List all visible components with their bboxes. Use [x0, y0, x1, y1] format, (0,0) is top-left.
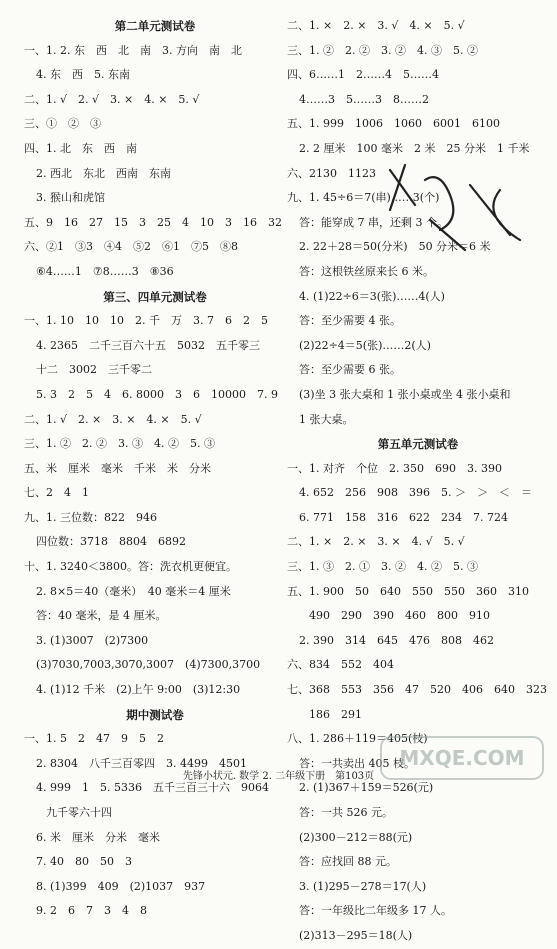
answer-line: 三、1. ② 2. ② 3. ③ 4. ② 5. ③ [24, 437, 215, 451]
answer-line: 2. (1)367＋159＝526(元) [299, 781, 434, 795]
answer-line: 四、1. 北 东 西 南 [24, 141, 137, 155]
answer-line: 五、9 16 27 15 3 25 4 10 3 16 32 [24, 215, 282, 229]
answer-line: 4. 2365 二千三百六十五 5032 五千零三 [36, 338, 260, 352]
answer-line: (2)22÷4＝5(张)……2(人) [299, 338, 431, 352]
answer-line: 4……3 5……3 8……2 [299, 92, 429, 106]
answer-line: (2)313－295＝18(人) [299, 928, 413, 942]
answer-line: 四、6……1 2……4 5……4 [287, 68, 439, 82]
answer-line: 186 291 [309, 707, 362, 721]
answer-line: 十二 3002 三千零二 [36, 363, 152, 377]
answer-line: 3. 猴山和虎馆 [36, 191, 105, 205]
answer-line: 答：能穿成 7 串，还剩 3 个。 [299, 215, 448, 229]
answer-line: 二、1. √ 2. × 3. × 4. × 5. √ [24, 412, 202, 426]
answer-line: 答：至少需要 6 张。 [299, 363, 401, 377]
answer-line: 2. 8×5＝40（毫米） 40 毫米＝4 厘米 [36, 584, 231, 598]
right-column [287, 14, 549, 949]
answer-line: 六、834 552 404 [287, 658, 394, 672]
answer-line: 五、1. 999 1006 1060 6001 6100 [287, 117, 500, 131]
answer-line: 答：应找回 88 元。 [299, 855, 397, 869]
answer-line: 490 290 390 460 800 910 [309, 609, 490, 623]
answer-line: 答：一共 526 元。 [299, 806, 393, 819]
answer-line: 四位数：3718 8804 6892 [36, 535, 186, 549]
answer-line: 六、②1 ③3 ④4 ⑤2 ⑥1 ⑦5 ⑧8 [24, 240, 238, 254]
answer-line: 2. 8304 八千三百零四 3. 4499 4501 [36, 756, 247, 770]
answer-line: 4. 东 西 5. 东南 [36, 68, 130, 82]
left-column [24, 14, 286, 924]
section-heading: 第二单元测试卷 [114, 19, 196, 33]
answer-line: 3. (1)295－278＝17(人) [299, 879, 427, 893]
answer-line: (2)300－212＝88(元) [299, 830, 413, 844]
svg-text:MXQE.COM: MXQE.COM [399, 746, 525, 770]
answer-line: 7. 40 80 50 3 [36, 855, 132, 869]
page-footer: 先锋小状元. 数学 2. 二年级下册 第103页 [182, 771, 375, 782]
answer-line: ⑥4……1 ⑦8……3 ⑧36 [36, 264, 174, 278]
answer-line: 2. 390 314 645 476 808 462 [299, 633, 494, 647]
answer-line: (3)坐 3 张大桌和 1 张小桌或坐 4 张小桌和 [299, 387, 511, 401]
answer-line: 6. 771 158 316 622 234 7. 724 [299, 510, 508, 524]
answer-line: 一、1. 10 10 10 2. 千 万 3. 7 6 2 5 [24, 314, 268, 328]
answer-line: 1 张大桌。 [299, 412, 354, 426]
answer-line: 七、2 4 1 [24, 486, 89, 500]
section-heading: 第五单元测试卷 [377, 437, 459, 452]
answer-line: 5. 3 2 5 4 6. 8000 3 6 10000 7. 9 [36, 387, 278, 401]
answer-line: 4. (1)22÷6＝3(张)……4(人) [299, 289, 445, 303]
answer-line: 4. 999 1 5. 5336 五千三百三十六 9064 [36, 781, 269, 795]
answer-line: 4. (1)12 千米 (2)上午 9:00 (3)12:30 [36, 683, 241, 697]
answer-line: 九千零六十四 [46, 806, 112, 819]
answer-line: 三、1. ③ 2. ① 3. ② 4. ② 5. ③ [287, 560, 478, 574]
section-heading: 第三、四单元测试卷 [103, 289, 207, 304]
answer-line: 2. 22＋28＝50(分米) 50 分米＝6 米 [299, 240, 491, 254]
answer-line: 十、1. 3240＜3800。答：洗衣机更便宜。 [24, 560, 237, 574]
answer-line: 五、1. 900 50 640 550 550 360 310 [287, 584, 529, 598]
answer-line: 答：这根铁丝原来长 6 米。 [299, 264, 434, 278]
answer-line: 8. (1)399 409 (2)1037 937 [36, 879, 206, 893]
answer-line: 二、1. √ 2. √ 3. × 4. × 5. √ [24, 92, 200, 106]
answer-line: 九、1. 45÷6＝7(串)……3(个) [287, 191, 440, 205]
answer-line: 三、① ② ③ [24, 117, 101, 131]
answer-line: 答：一年级比二年级多 17 人。 [299, 904, 452, 918]
answer-line: 九、1. 三位数：822 946 [24, 510, 157, 524]
answer-line: 答：至少需要 4 张。 [299, 314, 401, 328]
answer-line: 一、1. 5 2 47 9 5 2 [24, 732, 164, 746]
section-heading: 期中测试卷 [126, 707, 184, 722]
answer-line: 二、1. × 2. × 3. √ 4. × 5. √ [287, 19, 465, 32]
answer-line: 一、1. 2. 东 西 北 南 3. 方向 南 北 [24, 43, 242, 57]
answer-line: 9. 2 6 7 3 4 8 [36, 904, 147, 918]
answer-line: 六、2130 1123 [287, 166, 376, 180]
answer-line: 4. 652 256 908 396 5. ＞ ＞ ＜ ＝ [299, 486, 532, 500]
answer-line: 答：40 毫米，是 4 厘米。 [36, 609, 167, 623]
answer-line: 八、1. 286＋119＝405(枝) [287, 732, 428, 746]
answer-line: (3)7030,7003,3070,3007 (4)7300,3700 [36, 658, 261, 672]
answer-line: 6. 米 厘米 分米 毫米 [36, 830, 160, 844]
answer-line: 2. 2 厘米 100 毫米 2 米 25 分米 1 千米 [299, 141, 530, 155]
answer-line: 三、1. ② 2. ② 3. ② 4. ③ 5. ② [287, 43, 478, 57]
answer-line: 一、1. 对齐 个位 2. 350 690 3. 390 [287, 461, 502, 475]
answer-line: 答：一共卖出 405 枝。 [299, 756, 415, 770]
answer-line: 3. (1)3007 (2)7300 [36, 633, 149, 647]
answer-line: 二、1. × 2. × 3. × 4. √ 5. √ [287, 535, 465, 549]
answer-line: 五、米 厘米 毫米 千米 米 分米 [24, 461, 211, 475]
answer-line: 七、368 553 356 47 520 406 640 323 [287, 683, 547, 697]
answer-line: 2. 西北 东北 西南 东南 [36, 166, 171, 180]
